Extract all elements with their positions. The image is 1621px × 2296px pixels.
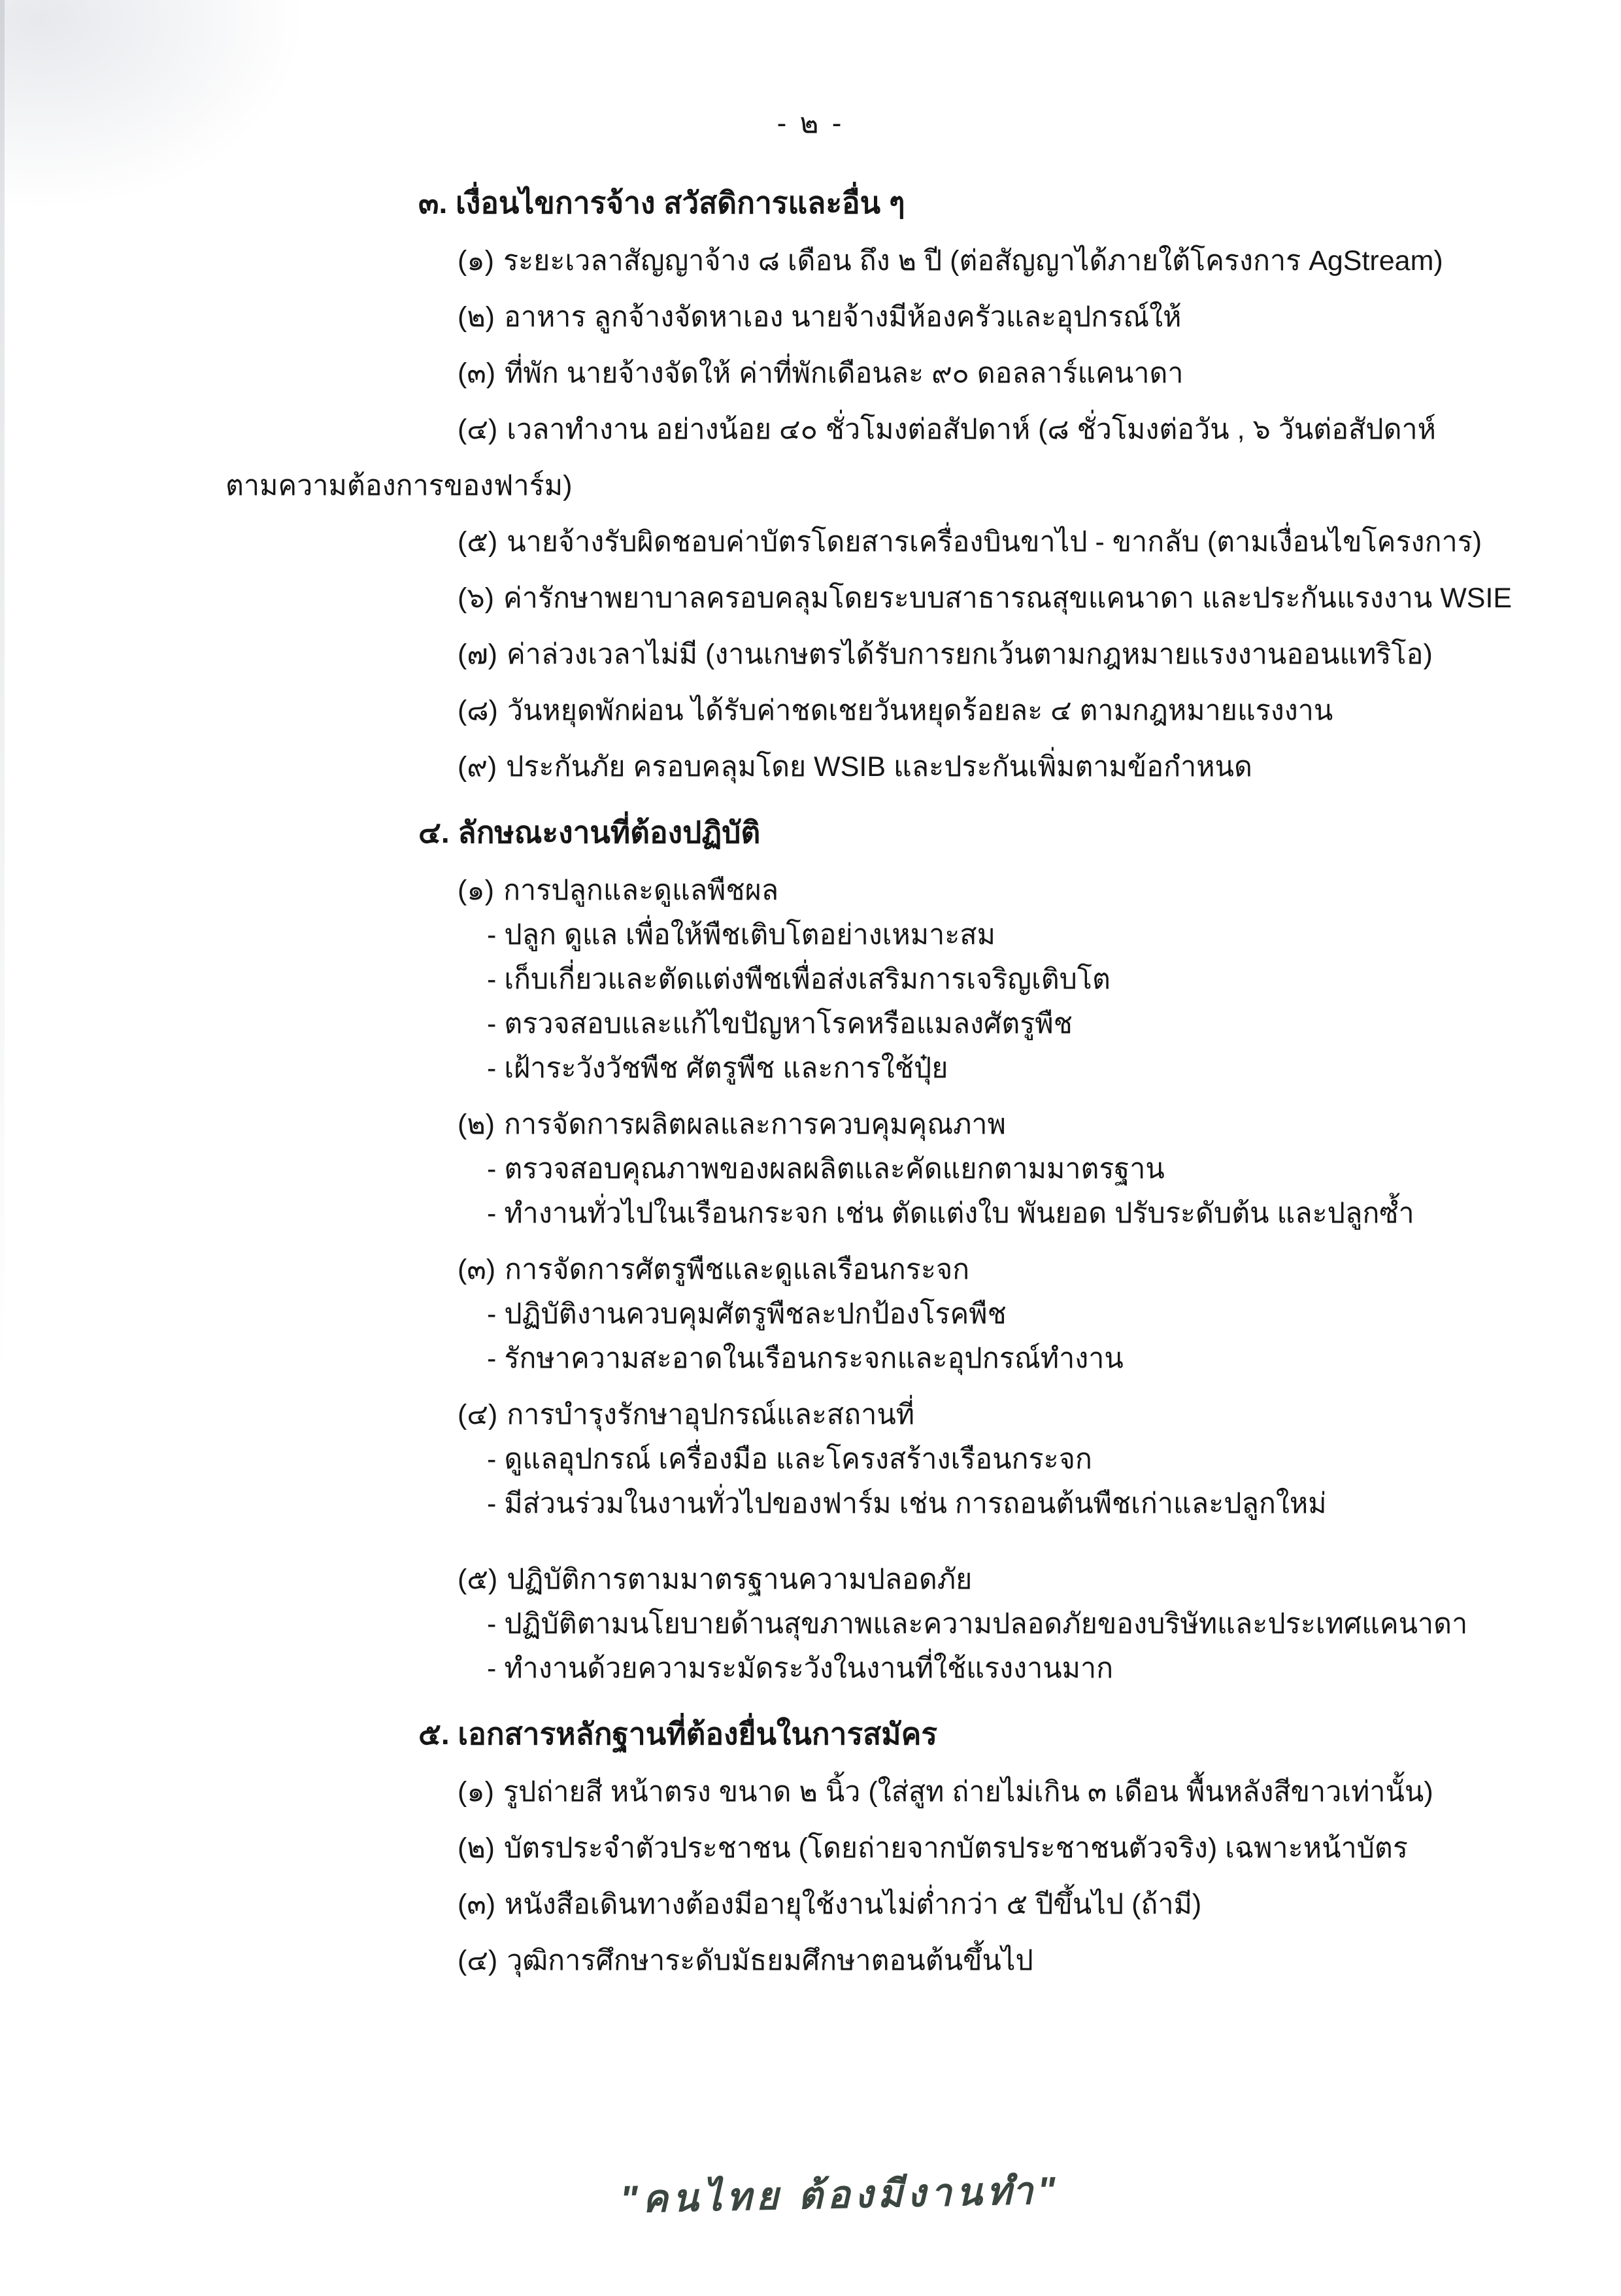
item-label: (๑): [458, 245, 494, 277]
item-text: การบำรุงรักษาอุปกรณ์และสถานที่: [507, 1399, 915, 1430]
item-label: (๓): [458, 1254, 496, 1285]
bullet-item: [487, 1048, 1523, 1089]
list-item: [458, 241, 1523, 281]
item-text: วันหยุดพักผ่อน ได้รับค่าชดเชยวันหยุดร้อยละ ๔ ตามกฎหมายแรงงาน: [507, 695, 1333, 726]
list-item: [458, 297, 1523, 337]
bullet-dash: -: [487, 1053, 497, 1084]
section-title: ๔. ลักษณะงานที่ต้องปฏิบัติ: [418, 815, 761, 849]
bullet-item: [487, 915, 1523, 955]
item-label: (๕): [458, 526, 498, 558]
section: [226, 811, 1523, 1689]
item-text: รูปถ่ายสี หน้าตรง ขนาด ๒ นิ้ว (ใส่สูท ถ่ายไม่เกิน ๓ เดือน พื้นหลังสีขาวเท่านั้น): [503, 1776, 1433, 1808]
bullet-text: ทำงานทั่วไปในเรือนกระจก เช่น ตัดแต่งใบ พันยอด ปรับระดับต้น และปลูกซ้ำ: [504, 1198, 1414, 1229]
bullet-dash: -: [487, 1198, 497, 1229]
item-text: การจัดการศัตรูพืชและดูแลเรือนกระจก: [505, 1254, 970, 1285]
item-label: (๔): [458, 1945, 498, 1976]
section-title: ๕. เอกสารหลักฐานที่ต้องยื่นในการสมัคร: [418, 1717, 938, 1751]
item-text: บัตรประจำตัวประชาชน (โดยถ่ายจากบัตรประชาชนตัวจริง) เฉพาะหน้าบัตร: [503, 1832, 1408, 1864]
item-label: (๗): [458, 639, 497, 670]
list-item: [458, 1104, 1523, 1145]
list-item: [458, 1559, 1523, 1600]
list-item: [458, 870, 1523, 911]
item-label: (๔): [458, 414, 498, 445]
item-text: นายจ้างรับผิดชอบค่าบัตรโดยสารเครื่องบินขาไป - ขากลับ (ตามเงื่อนไขโครงการ): [507, 526, 1482, 558]
bullet-item: [487, 1149, 1523, 1189]
list-item: [458, 409, 1523, 450]
list-item: [458, 1940, 1523, 1981]
bullet-dash: -: [487, 1153, 497, 1185]
item-text: ค่ารักษาพยาบาลครอบคลุมโดยระบบสาธารณสุขแคนาดา และประกันแรงงาน WSIE: [503, 582, 1512, 614]
bullet-dash: -: [487, 1443, 497, 1475]
bullet-dash: -: [487, 1343, 497, 1374]
item-label: (๘): [458, 695, 498, 726]
item-text: เวลาทำงาน อย่างน้อย ๔๐ ชั่วโมงต่อสัปดาห์ (๘ ชั่วโมงต่อวัน , ๖ วันต่อสัปดาห์: [507, 414, 1437, 445]
item-text: ระยะเวลาสัญญาจ้าง ๘ เดือน ถึง ๒ ปี (ต่อสัญญาได้ภายใต้โครงการ AgStream): [503, 245, 1443, 277]
list-item: [458, 522, 1523, 562]
bullet-text: ตรวจสอบและแก้ไขปัญหาโรคหรือแมลงศัตรูพืช: [504, 1008, 1073, 1039]
item-text: หนังสือเดินทางต้องมีอายุใช้งานไม่ต่ำกว่า ๕ ปีขึ้นไป (ถ้ามี): [505, 1889, 1202, 1920]
bullet-dash: -: [487, 1608, 497, 1640]
bullet-item: [487, 1193, 1523, 1234]
item-label: (๓): [458, 1889, 496, 1920]
item-text: ประกันภัย ครอบคลุมโดย WSIB และประกันเพิ่มตามข้อกำหนด: [506, 751, 1252, 783]
item-continuation: ตามความต้องการของฟาร์ม): [226, 470, 573, 501]
list-item: [458, 747, 1523, 787]
bullet-text: ดูแลอุปกรณ์ เครื่องมือ และโครงสร้างเรือนกระจก: [504, 1443, 1092, 1475]
bullet-text: ปฏิบัติงานควบคุมศัตรูพืชละปกป้องโรคพืช: [504, 1298, 1007, 1330]
bullet-text: ทำงานด้วยความระมัดระวังในงานที่ใช้แรงงานมาก: [504, 1653, 1114, 1684]
bullet-text: มีส่วนร่วมในงานทั่วไปของฟาร์ม เช่น การถอนต้นพืชเก่าและปลูกใหม่: [504, 1488, 1327, 1519]
bullet-text: เก็บเกี่ยวและตัดแต่งพืชเพื่อส่งเสริมการเจริญเติบโต: [504, 964, 1111, 995]
section: [226, 1712, 1523, 1981]
page-number: - ๒ -: [777, 107, 844, 139]
item-text: อาหาร ลูกจ้างจัดหาเอง นายจ้างมีห้องครัวและอุปกรณ์ให้: [503, 301, 1182, 333]
footer-slogan: "คนไทย ต้องมีงานทำ": [619, 2169, 1061, 2221]
list-item: [458, 578, 1523, 618]
list-item: [458, 1772, 1523, 1812]
list-item: [458, 634, 1523, 675]
item-label: (๙): [458, 751, 497, 783]
bullet-item: [487, 1294, 1523, 1334]
document-body: [0, 181, 1621, 1981]
bullet-item: [487, 1604, 1523, 1644]
bullet-text: ตรวจสอบคุณภาพของผลผลิตและคัดแยกตามมาตรฐาน: [504, 1153, 1165, 1185]
bullet-dash: -: [487, 1488, 497, 1519]
list-item: [458, 1249, 1523, 1290]
list-item: [458, 1828, 1523, 1868]
section-title: ๓. เงื่อนไขการจ้าง สวัสดิการและอื่น ๆ: [418, 186, 905, 220]
list-item: [458, 353, 1523, 394]
item-label: (๕): [458, 1564, 498, 1595]
bullet-item: [487, 1004, 1523, 1044]
bullet-text: ปฏิบัติตามนโยบายด้านสุขภาพและความปลอดภัยของบริษัทและประเทศแคนาดา: [504, 1608, 1468, 1640]
bullet-item: [487, 1439, 1523, 1479]
item-label: (๑): [458, 875, 494, 906]
item-label: (๒): [458, 1832, 495, 1864]
bullet-text: เฝ้าระวังวัชพืช ศัตรูพืช และการใช้ปุ๋ย: [504, 1053, 948, 1084]
item-label: (๖): [458, 582, 494, 614]
item-text: การจัดการผลิตผลและการควบคุมคุณภาพ: [503, 1109, 1006, 1140]
bullet-dash: -: [487, 1298, 497, 1330]
item-label: (๒): [458, 301, 495, 333]
bullet-item: [487, 1338, 1523, 1379]
item-text: วุฒิการศึกษาระดับมัธยมศึกษาตอนต้นขึ้นไป: [507, 1945, 1033, 1976]
item-label: (๔): [458, 1399, 498, 1430]
bullet-dash: -: [487, 1008, 497, 1039]
bullet-item: [487, 1483, 1523, 1524]
item-label: (๒): [458, 1109, 495, 1140]
item-text: ที่พัก นายจ้างจัดให้ ค่าที่พักเดือนละ ๙๐ ดอลลาร์แคนาดา: [505, 358, 1184, 389]
list-item: [458, 1884, 1523, 1925]
item-text: ปฏิบัติการตามมาตรฐานความปลอดภัย: [507, 1564, 973, 1595]
bullet-text: ปลูก ดูแล เพื่อให้พืชเติบโตอย่างเหมาะสม: [504, 919, 995, 951]
list-item: [458, 690, 1523, 731]
item-label: (๑): [458, 1776, 494, 1808]
section: [226, 181, 1523, 787]
bullet-text: รักษาความสะอาดในเรือนกระจกและอุปกรณ์ทำงาน: [504, 1343, 1124, 1374]
bullet-dash: -: [487, 964, 497, 995]
item-label: (๓): [458, 358, 496, 389]
bullet-dash: -: [487, 919, 497, 951]
bullet-item: [487, 959, 1523, 1000]
item-text: การปลูกและดูแลพืชผล: [503, 875, 779, 906]
item-text: ค่าล่วงเวลาไม่มี (งานเกษตรได้รับการยกเว้นตามกฎหมายแรงงานออนแทริโอ): [506, 639, 1433, 670]
bullet-dash: -: [487, 1653, 497, 1684]
bullet-item: [487, 1648, 1523, 1689]
list-item: [458, 1394, 1523, 1435]
